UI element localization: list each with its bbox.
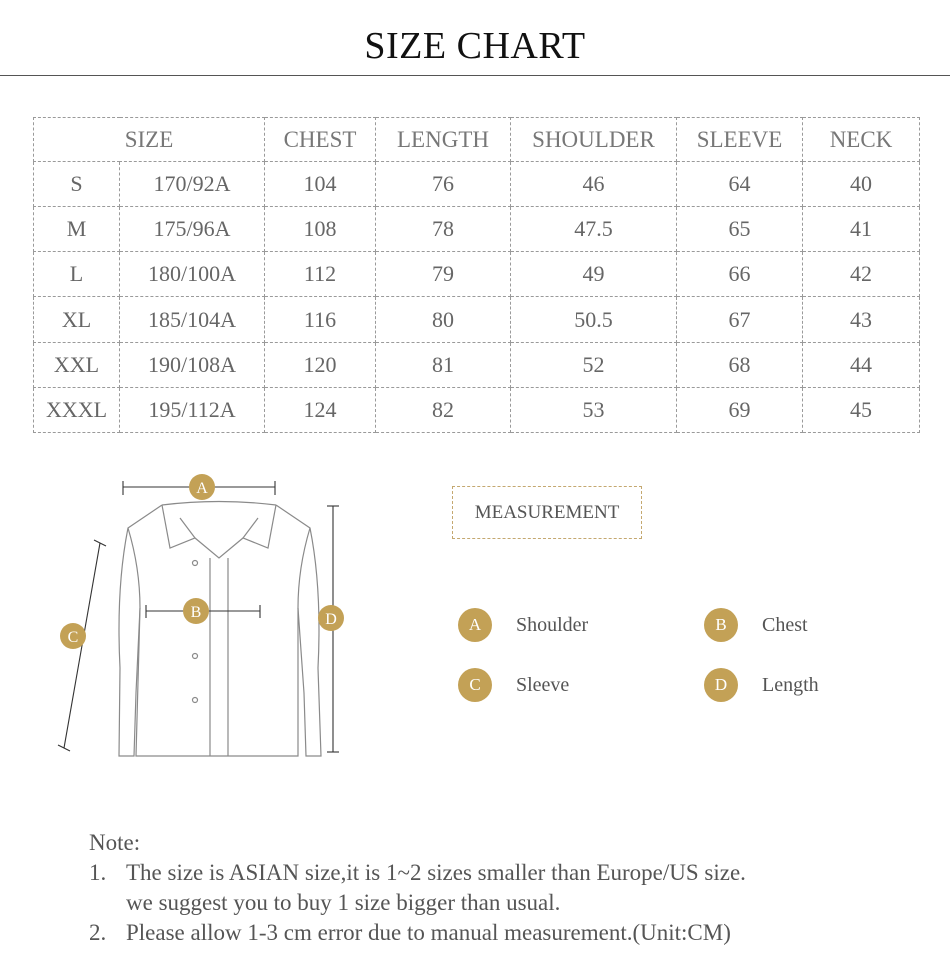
measurement-title: MEASUREMENT xyxy=(452,486,642,539)
table-cell: S xyxy=(34,162,120,207)
table-cell: 79 xyxy=(376,252,511,297)
table-cell: XL xyxy=(34,297,120,342)
table-cell: 44 xyxy=(803,342,920,387)
table-cell: 80 xyxy=(376,297,511,342)
table-cell: 41 xyxy=(803,207,920,252)
table-cell: 180/100A xyxy=(120,252,265,297)
marker-d-text: D xyxy=(325,611,337,628)
table-cell: 65 xyxy=(677,207,803,252)
shirt-diagram xyxy=(50,468,360,768)
table-cell: M xyxy=(34,207,120,252)
table-row xyxy=(34,252,920,297)
table-row xyxy=(34,342,920,387)
note-item xyxy=(89,858,746,888)
table-row xyxy=(34,387,920,432)
table-cell: 40 xyxy=(803,162,920,207)
badge-d-icon: D xyxy=(704,668,738,702)
table-cell: 104 xyxy=(265,162,376,207)
table-cell: 68 xyxy=(677,342,803,387)
note-text: The size is ASIAN size,it is 1~2 sizes smaller than Europe/US size. xyxy=(126,860,746,885)
badge-c-icon: C xyxy=(458,668,492,702)
table-header-row xyxy=(34,118,920,162)
table-cell: 116 xyxy=(265,297,376,342)
note-text-continued: we suggest you to buy 1 size bigger than usual. xyxy=(126,890,561,915)
legend-item-sleeve xyxy=(458,668,569,702)
table-cell: 195/112A xyxy=(120,387,265,432)
table-cell: 47.5 xyxy=(511,207,677,252)
legend-item-shoulder xyxy=(458,608,588,642)
notes-section xyxy=(89,828,746,948)
table-cell: 50.5 xyxy=(511,297,677,342)
title-divider xyxy=(0,75,950,76)
marker-c-icon xyxy=(60,623,86,649)
table-cell: 185/104A xyxy=(120,297,265,342)
marker-d-icon xyxy=(318,605,344,631)
table-cell: 82 xyxy=(376,387,511,432)
badge-a-icon: A xyxy=(458,608,492,642)
header-sleeve: SLEEVE xyxy=(677,118,803,162)
table-cell: 81 xyxy=(376,342,511,387)
table-row xyxy=(34,207,920,252)
note-item xyxy=(89,918,746,948)
legend-label-sleeve: Sleeve xyxy=(516,673,570,696)
table-cell: 108 xyxy=(265,207,376,252)
table-cell: 43 xyxy=(803,297,920,342)
table-cell: 64 xyxy=(677,162,803,207)
table-cell: 76 xyxy=(376,162,511,207)
table-cell: 67 xyxy=(677,297,803,342)
note-number: 2. xyxy=(89,920,107,945)
legend-label-length: Length xyxy=(762,673,819,696)
size-chart-table xyxy=(33,117,920,433)
note-text: Please allow 1-3 cm error due to manual measurement.(Unit:CM) xyxy=(126,920,731,945)
legend-item-chest xyxy=(704,608,808,642)
table-cell: XXL xyxy=(34,342,120,387)
table-cell: 170/92A xyxy=(120,162,265,207)
marker-a-text: A xyxy=(196,480,208,497)
shirt-outline-icon xyxy=(119,502,321,757)
table-cell: 120 xyxy=(265,342,376,387)
page-title: SIZE CHART xyxy=(364,25,586,67)
note-number: 1. xyxy=(89,860,107,885)
header-size: SIZE xyxy=(34,118,265,162)
table-cell: 190/108A xyxy=(120,342,265,387)
table-cell: 45 xyxy=(803,387,920,432)
header-shoulder: SHOULDER xyxy=(511,118,677,162)
table-row xyxy=(34,297,920,342)
table-cell: 112 xyxy=(265,252,376,297)
header-length: LENGTH xyxy=(376,118,511,162)
shirt-buttons xyxy=(193,561,198,703)
table-cell: 49 xyxy=(511,252,677,297)
badge-b-icon: B xyxy=(704,608,738,642)
header-neck: NECK xyxy=(803,118,920,162)
table-cell: 53 xyxy=(511,387,677,432)
table-row xyxy=(34,162,920,207)
legend-item-length xyxy=(704,668,819,702)
marker-c-text: C xyxy=(67,629,79,646)
table-cell: 66 xyxy=(677,252,803,297)
table-cell: 124 xyxy=(265,387,376,432)
table-cell: 69 xyxy=(677,387,803,432)
header-chest: CHEST xyxy=(265,118,376,162)
marker-a-icon xyxy=(189,474,215,500)
table-cell: L xyxy=(34,252,120,297)
legend-label-shoulder: Shoulder xyxy=(516,613,589,636)
marker-b-text: B xyxy=(190,604,202,621)
table-cell: 46 xyxy=(511,162,677,207)
table-cell: XXXL xyxy=(34,387,120,432)
legend-label-chest: Chest xyxy=(762,613,808,636)
table-cell: 175/96A xyxy=(120,207,265,252)
table-cell: 52 xyxy=(511,342,677,387)
table-cell: 42 xyxy=(803,252,920,297)
table-cell: 78 xyxy=(376,207,511,252)
table-body xyxy=(34,162,920,433)
marker-b-icon xyxy=(183,598,209,624)
notes-heading: Note: xyxy=(89,830,141,855)
